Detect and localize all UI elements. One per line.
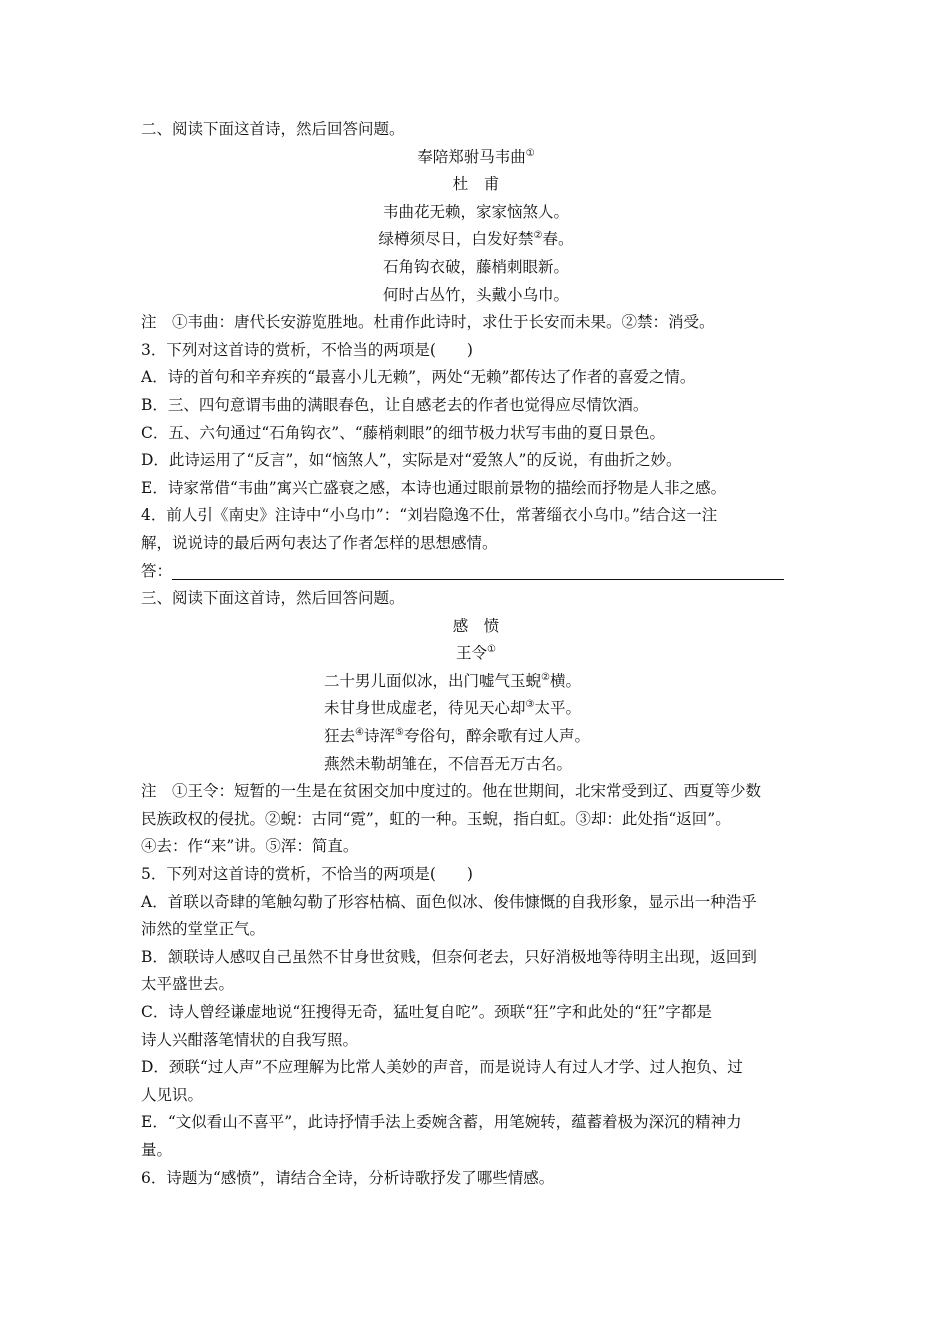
poem-1-line: 韦曲花无赖，家家恼煞人。 xyxy=(382,202,569,221)
poem-2-title: 感 愤 xyxy=(452,616,500,635)
footnote-mark: ④ xyxy=(355,727,364,739)
q5-option-c-cont: 诗人兴酣落笔情状的自我写照。 xyxy=(141,1030,359,1049)
footnote-mark: ⑤ xyxy=(395,727,404,739)
footnote-mark: ② xyxy=(533,230,543,242)
q5-option-b: B．颔联诗人感叹自己虽然不甘身世贫贱，但奈何老去，只好消极地等待明主出现，返回到 xyxy=(141,947,757,966)
q3-option-e: E．诗家常借“韦曲”寓兴亡盛衰之感，本诗也通过眼前景物的描绘而抒物是人非之感。 xyxy=(141,478,727,497)
poem-1-author: 杜 甫 xyxy=(452,175,500,194)
poem-2-line: 燕然未勒胡雏在，不信吾无万古名。 xyxy=(324,754,573,773)
poem-2-note-line-2: 民族政权的侵扰。②蜺：古同“霓”，虹的一种。玉蜺，指白虹。③却：此处指“返回”。 xyxy=(141,809,731,828)
q5-option-e: E．“文似看山不喜平”，此诗抒情手法上委婉含蓄，用笔婉转，蕴蓄着极为深沉的精神力 xyxy=(141,1113,742,1132)
poem-1-line: 何时占丛竹，头戴小乌巾。 xyxy=(382,285,569,304)
poem-2-line: 未甘身世成虚老，待见天心却③太平。 xyxy=(324,699,581,718)
q5-option-d-cont: 人见识。 xyxy=(141,1085,204,1104)
footnote-mark: ③ xyxy=(525,699,535,711)
footnote-mark: ① xyxy=(525,147,535,159)
text-column xyxy=(141,116,811,1192)
q5-option-c: C．诗人曾经谦虚地说“狂搜得无奇，猛吐复自咜”。颈联“狂”字和此处的“狂”字都是 xyxy=(141,1003,712,1021)
question-3: 3．下列对这首诗的赏析，不恰当的两项是( ) xyxy=(141,340,473,359)
footnote-mark: ① xyxy=(487,644,496,656)
poem-2-note-line-3: ④去：作“来”讲。⑤浑：简直。 xyxy=(141,837,359,856)
question-4-line-1: 4．前人引《南史》注诗中“小乌巾”：“刘岩隐逸不仕，常著缁衣小乌巾。”结合这一注 xyxy=(141,506,718,525)
poem-1-title: 奉陪郑驸马韦曲① xyxy=(417,147,535,166)
q5-option-b-cont: 太平盛世去。 xyxy=(141,975,235,994)
q5-option-d: D．颈联“过人声”不应理解为比常人美妙的声音，而是说诗人有过人才学、过人抱负、过 xyxy=(141,1058,743,1077)
question-6: 6．诗题为“感愤”，请结合全诗，分析诗歌抒发了哪些情感。 xyxy=(141,1168,555,1187)
q3-option-c: C．五、六句通过“石角钩衣”、“藤梢刺眼”的细节极力状写韦曲的夏日景色。 xyxy=(141,423,666,442)
poem-1-note: 注 ①韦曲：唐代长安游览胜地。杜甫作此诗时，求仕于长安而未果。②禁：消受。 xyxy=(141,313,715,332)
q3-option-d: D．此诗运用了“反言”，如“恼煞人”，实际是对“爱煞人”的反说，有曲折之妙。 xyxy=(141,451,682,470)
poem-1-line: 石角钩衣破，藤梢刺眼新。 xyxy=(382,257,569,276)
section-2-heading: 二、阅读下面这首诗，然后回答问题。 xyxy=(141,120,405,138)
poem-2-note-line-1: 注 ①王令：短暂的一生是在贫困交加中度过的。他在世期间，北宋常受到辽、西夏等少数 xyxy=(141,782,762,801)
section-3-heading: 三、阅读下面这首诗，然后回答问题。 xyxy=(141,589,405,608)
answer-label: 答： xyxy=(141,561,173,580)
q5-option-a: A．首联以奇肆的笔触勾勒了形容枯槁、面色似冰、俊伟慷慨的自我形象，显示出一种浩乎 xyxy=(141,892,757,911)
answer-blank-line[interactable] xyxy=(172,561,784,580)
q5-option-e-cont: 量。 xyxy=(141,1140,173,1159)
poem-2-line: 二十男儿面似冰，出门嘘气玉蜺②横。 xyxy=(324,671,581,690)
question-5: 5．下列对这首诗的赏析，不恰当的两项是( ) xyxy=(141,865,473,884)
q3-option-a: A．诗的首句和辛弃疾的“最喜小儿无赖”，两处“无赖”都传达了作者的喜爱之情。 xyxy=(141,368,696,387)
footnote-mark: ② xyxy=(541,671,550,683)
answer-row xyxy=(141,558,811,586)
question-4-line-2: 解，说说诗的最后两句表达了作者怎样的思想感情。 xyxy=(141,533,498,552)
q5-option-a-cont: 沛然的堂堂正气。 xyxy=(141,920,266,939)
poem-1-line: 绿樽须尽日，白发好禁②春。 xyxy=(378,230,574,249)
poem-2-line: 狂去④诗浑⑤夸俗句，醉余歌有过人声。 xyxy=(324,727,590,746)
poem-2-author: 王令① xyxy=(456,644,496,663)
q3-option-b: B．三、四句意谓韦曲的满眼春色，让自感老去的作者也觉得应尽情饮酒。 xyxy=(141,395,649,414)
